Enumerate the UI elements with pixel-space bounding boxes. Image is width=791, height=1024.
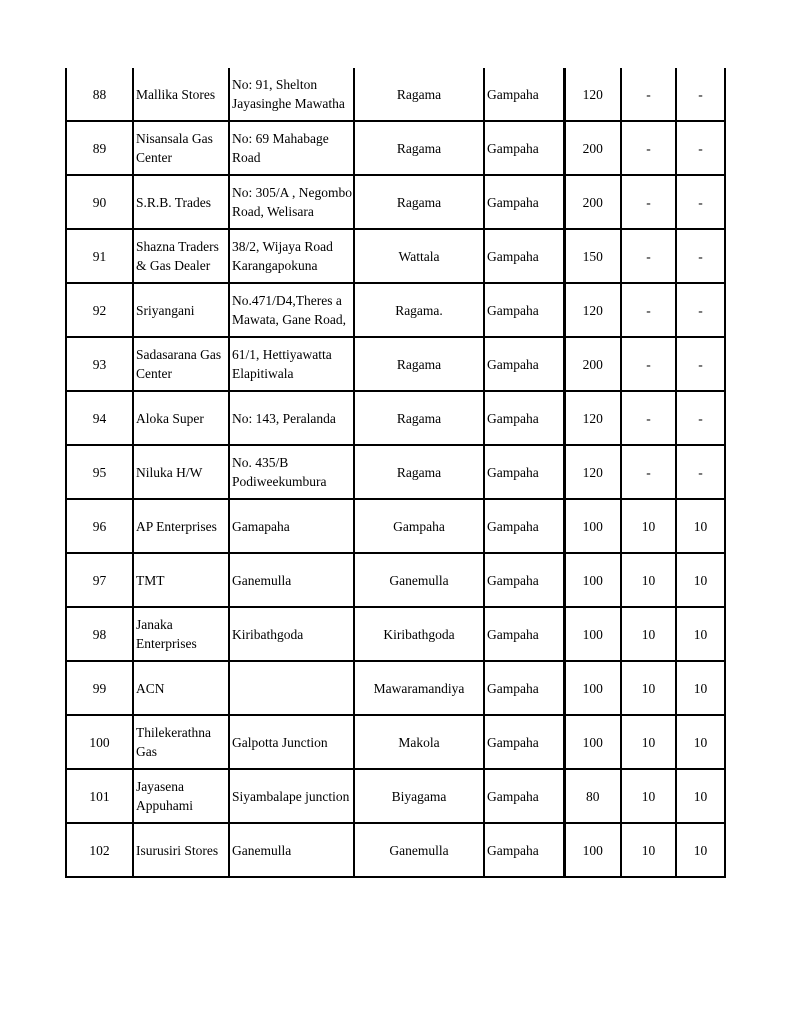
city-cell: Ragama <box>354 391 484 445</box>
city-cell: Wattala <box>354 229 484 283</box>
value-a-cell: 10 <box>621 823 676 877</box>
row-number-cell: 101 <box>66 769 133 823</box>
value-b-cell: 10 <box>676 499 725 553</box>
address-cell: 38/2, Wijaya Road Karangapokuna <box>229 229 354 283</box>
dealer-name-cell: AP Enterprises <box>133 499 229 553</box>
value-b-cell: 10 <box>676 823 725 877</box>
value-a-cell: 10 <box>621 553 676 607</box>
city-cell: Ragama. <box>354 283 484 337</box>
quantity-cell: 100 <box>564 607 621 661</box>
row-number-cell: 96 <box>66 499 133 553</box>
value-b-cell: 10 <box>676 661 725 715</box>
district-cell: Gampaha <box>484 175 564 229</box>
table-row <box>66 229 725 283</box>
value-b-cell: - <box>676 68 725 121</box>
district-cell: Gampaha <box>484 337 564 391</box>
district-cell: Gampaha <box>484 229 564 283</box>
value-a-cell: 10 <box>621 661 676 715</box>
dealer-name-cell: Janaka Enterprises <box>133 607 229 661</box>
quantity-cell: 80 <box>564 769 621 823</box>
address-cell: No: 143, Peralanda <box>229 391 354 445</box>
city-cell: Ragama <box>354 68 484 121</box>
address-cell: No: 91, Shelton Jayasinghe Mawatha <box>229 68 354 121</box>
table-row <box>66 607 725 661</box>
table-row <box>66 553 725 607</box>
dealer-name-cell: Shazna Traders & Gas Dealer <box>133 229 229 283</box>
district-cell: Gampaha <box>484 823 564 877</box>
value-a-cell: - <box>621 121 676 175</box>
table-row <box>66 715 725 769</box>
district-cell: Gampaha <box>484 391 564 445</box>
table-body <box>66 68 725 877</box>
dealer-table <box>65 68 726 878</box>
value-b-cell: - <box>676 337 725 391</box>
value-b-cell: 10 <box>676 607 725 661</box>
district-cell: Gampaha <box>484 445 564 499</box>
row-number-cell: 91 <box>66 229 133 283</box>
district-cell: Gampaha <box>484 607 564 661</box>
row-number-cell: 89 <box>66 121 133 175</box>
quantity-cell: 120 <box>564 391 621 445</box>
city-cell: Mawaramandiya <box>354 661 484 715</box>
value-a-cell: - <box>621 391 676 445</box>
value-a-cell: 10 <box>621 499 676 553</box>
value-b-cell: - <box>676 229 725 283</box>
address-cell: Ganemulla <box>229 823 354 877</box>
table-row <box>66 445 725 499</box>
city-cell: Ragama <box>354 445 484 499</box>
row-number-cell: 93 <box>66 337 133 391</box>
value-a-cell: 10 <box>621 607 676 661</box>
city-cell: Biyagama <box>354 769 484 823</box>
city-cell: Ragama <box>354 175 484 229</box>
value-b-cell: - <box>676 121 725 175</box>
city-cell: Makola <box>354 715 484 769</box>
value-b-cell: 10 <box>676 715 725 769</box>
value-a-cell: 10 <box>621 769 676 823</box>
table-row <box>66 391 725 445</box>
address-cell: Kiribathgoda <box>229 607 354 661</box>
district-cell: Gampaha <box>484 715 564 769</box>
row-number-cell: 102 <box>66 823 133 877</box>
dealer-name-cell: Sadasarana Gas Center <box>133 337 229 391</box>
row-number-cell: 94 <box>66 391 133 445</box>
dealer-name-cell: Mallika Stores <box>133 68 229 121</box>
address-cell: No: 69 Mahabage Road <box>229 121 354 175</box>
row-number-cell: 90 <box>66 175 133 229</box>
district-cell: Gampaha <box>484 68 564 121</box>
address-cell: No. 435/B Podiweekumbura <box>229 445 354 499</box>
value-b-cell: - <box>676 445 725 499</box>
value-b-cell: 10 <box>676 553 725 607</box>
row-number-cell: 98 <box>66 607 133 661</box>
dealer-name-cell: Jayasena Appuhami <box>133 769 229 823</box>
city-cell: Gampaha <box>354 499 484 553</box>
table-row <box>66 337 725 391</box>
value-b-cell: - <box>676 391 725 445</box>
quantity-cell: 120 <box>564 68 621 121</box>
quantity-cell: 100 <box>564 553 621 607</box>
quantity-cell: 120 <box>564 445 621 499</box>
quantity-cell: 200 <box>564 337 621 391</box>
quantity-cell: 100 <box>564 823 621 877</box>
table-row <box>66 175 725 229</box>
dealer-name-cell: Aloka Super <box>133 391 229 445</box>
quantity-cell: 100 <box>564 499 621 553</box>
address-cell: Siyambalape junction <box>229 769 354 823</box>
address-cell <box>229 661 354 715</box>
table-row <box>66 68 725 121</box>
value-b-cell: 10 <box>676 769 725 823</box>
city-cell: Ragama <box>354 121 484 175</box>
quantity-cell: 200 <box>564 121 621 175</box>
dealer-name-cell: Isurusiri Stores <box>133 823 229 877</box>
dealer-name-cell: ACN <box>133 661 229 715</box>
value-a-cell: - <box>621 337 676 391</box>
value-b-cell: - <box>676 175 725 229</box>
dealer-name-cell: Thilekerathna Gas <box>133 715 229 769</box>
value-a-cell: 10 <box>621 715 676 769</box>
city-cell: Ganemulla <box>354 823 484 877</box>
value-b-cell: - <box>676 283 725 337</box>
city-cell: Ganemulla <box>354 553 484 607</box>
row-number-cell: 100 <box>66 715 133 769</box>
value-a-cell: - <box>621 68 676 121</box>
table-row <box>66 121 725 175</box>
table-row <box>66 661 725 715</box>
quantity-cell: 150 <box>564 229 621 283</box>
district-cell: Gampaha <box>484 121 564 175</box>
district-cell: Gampaha <box>484 553 564 607</box>
value-a-cell: - <box>621 229 676 283</box>
row-number-cell: 97 <box>66 553 133 607</box>
quantity-cell: 100 <box>564 661 621 715</box>
district-cell: Gampaha <box>484 661 564 715</box>
address-cell: Gamapaha <box>229 499 354 553</box>
city-cell: Kiribathgoda <box>354 607 484 661</box>
district-cell: Gampaha <box>484 769 564 823</box>
address-cell: Galpotta Junction <box>229 715 354 769</box>
city-cell: Ragama <box>354 337 484 391</box>
value-a-cell: - <box>621 283 676 337</box>
table-row <box>66 823 725 877</box>
dealer-name-cell: Niluka H/W <box>133 445 229 499</box>
quantity-cell: 100 <box>564 715 621 769</box>
value-a-cell: - <box>621 445 676 499</box>
dealer-name-cell: Nisansala Gas Center <box>133 121 229 175</box>
address-cell: 61/1, Hettiyawatta Elapitiwala <box>229 337 354 391</box>
address-cell: No: 305/A , Negombo Road, Welisara <box>229 175 354 229</box>
address-cell: No.471/D4,Theres a Mawata, Gane Road, <box>229 283 354 337</box>
district-cell: Gampaha <box>484 499 564 553</box>
value-a-cell: - <box>621 175 676 229</box>
table-row <box>66 283 725 337</box>
row-number-cell: 88 <box>66 68 133 121</box>
dealer-name-cell: TMT <box>133 553 229 607</box>
row-number-cell: 95 <box>66 445 133 499</box>
district-cell: Gampaha <box>484 283 564 337</box>
quantity-cell: 200 <box>564 175 621 229</box>
table-row <box>66 769 725 823</box>
dealer-name-cell: Sriyangani <box>133 283 229 337</box>
row-number-cell: 99 <box>66 661 133 715</box>
row-number-cell: 92 <box>66 283 133 337</box>
quantity-cell: 120 <box>564 283 621 337</box>
table-row <box>66 499 725 553</box>
dealer-name-cell: S.R.B. Trades <box>133 175 229 229</box>
address-cell: Ganemulla <box>229 553 354 607</box>
